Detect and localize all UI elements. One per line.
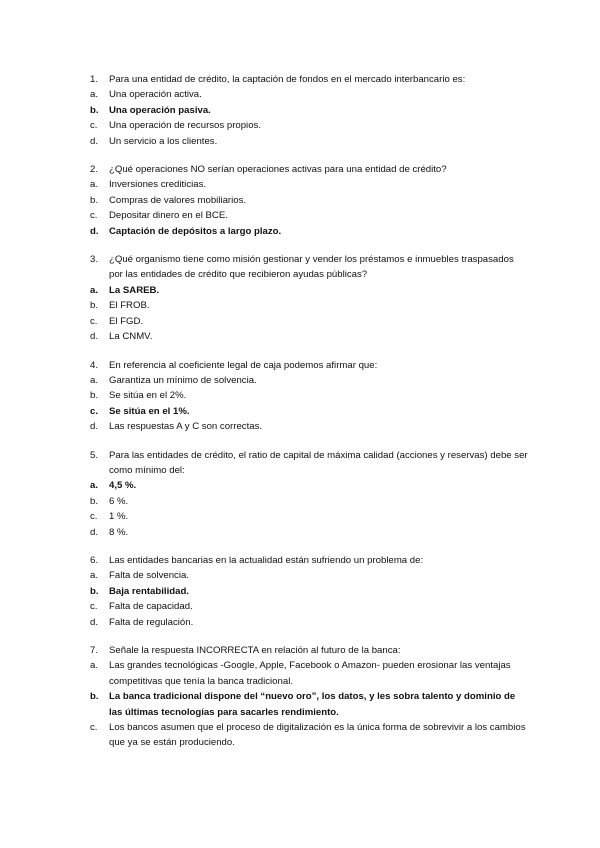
option-text: Baja rentabilidad. bbox=[109, 585, 189, 597]
question-number: 2. bbox=[90, 164, 99, 176]
question-stem bbox=[90, 643, 530, 658]
option-letter: a. bbox=[90, 374, 99, 386]
answer-option bbox=[90, 599, 530, 614]
option-text: 8 %. bbox=[109, 526, 129, 538]
option-letter: b. bbox=[90, 194, 99, 206]
question-number: 4. bbox=[90, 359, 99, 371]
question-text: Para una entidad de crédito, la captación de fondos en el mercado interbancario es: bbox=[109, 74, 466, 85]
answer-option-correct bbox=[90, 584, 530, 599]
answer-option bbox=[90, 208, 530, 223]
question-text: ¿Qué operaciones NO serían operaciones activas para una entidad de crédito? bbox=[109, 164, 447, 176]
question-stem bbox=[90, 252, 530, 283]
question-text: ¿Qué organismo tiene como misión gestionar y vender los préstamos e inmuebles traspasados por las entidades de crédito que recibieron ayudas públicas? bbox=[109, 254, 514, 281]
answer-option bbox=[90, 118, 530, 133]
option-text: Falta de regulación. bbox=[109, 616, 194, 628]
option-letter: b. bbox=[90, 300, 99, 312]
question-number: 6. bbox=[90, 554, 99, 566]
option-letter: c. bbox=[90, 120, 98, 132]
option-letter: d. bbox=[90, 616, 99, 628]
answer-option bbox=[90, 494, 530, 509]
option-text: Un servicio a los clientes. bbox=[109, 135, 218, 147]
option-letter: d. bbox=[90, 421, 99, 433]
option-text: Una operación activa. bbox=[109, 89, 202, 101]
option-text: 1 %. bbox=[109, 511, 129, 523]
option-text: Las respuestas A y C son correctas. bbox=[109, 421, 263, 433]
answer-option bbox=[90, 298, 530, 313]
answer-option bbox=[90, 87, 530, 102]
answer-option bbox=[90, 177, 530, 192]
option-text: Se sitúa en el 2%. bbox=[109, 390, 187, 402]
answer-option bbox=[90, 329, 530, 344]
answer-option-correct bbox=[90, 478, 530, 493]
option-letter: c. bbox=[90, 511, 98, 523]
option-text: 4,5 %. bbox=[109, 480, 137, 492]
answer-option-correct bbox=[90, 103, 530, 118]
question-stem bbox=[90, 448, 530, 479]
option-text: Las grandes tecnológicas -Google, Apple, Facebook o Amazon- pueden erosionar las ventajas competitivas que tenía la banca tradicional. bbox=[109, 660, 511, 687]
option-letter: c. bbox=[90, 405, 99, 417]
answer-option-correct bbox=[90, 689, 530, 720]
answer-option bbox=[90, 134, 530, 149]
option-text: Una operación pasiva. bbox=[109, 104, 211, 116]
answer-option bbox=[90, 568, 530, 583]
question-stem bbox=[90, 553, 530, 568]
question-text: Señale la respuesta INCORRECTA en relación al futuro de la banca: bbox=[109, 645, 401, 656]
option-text: Los bancos asumen que el proceso de digitalización es la única forma de sobrevivir a los cambios que ya se están produciendo. bbox=[109, 722, 526, 749]
option-text: Captación de depósitos a largo plazo. bbox=[109, 225, 282, 237]
option-text: La CNMV. bbox=[109, 331, 153, 343]
option-letter: a. bbox=[90, 660, 99, 672]
option-text: Falta de solvencia. bbox=[109, 570, 189, 582]
option-letter: d. bbox=[90, 331, 99, 343]
question-number: 5. bbox=[90, 449, 99, 461]
question-block bbox=[90, 553, 530, 630]
option-letter: a. bbox=[90, 179, 99, 191]
option-letter: b. bbox=[90, 104, 99, 116]
answer-option bbox=[90, 658, 530, 689]
option-letter: a. bbox=[90, 284, 99, 296]
answer-option bbox=[90, 373, 530, 388]
question-text: Las entidades bancarias en la actualidad están sufriendo un problema de: bbox=[109, 554, 424, 566]
option-text: Depositar dinero en el BCE. bbox=[109, 210, 228, 222]
option-letter: b. bbox=[90, 691, 99, 703]
option-letter: b. bbox=[90, 390, 99, 402]
question-block bbox=[90, 72, 530, 149]
option-letter: a. bbox=[90, 570, 99, 582]
question-number: 1. bbox=[90, 74, 99, 85]
option-text: Compras de valores mobiliarios. bbox=[109, 194, 247, 206]
answer-option bbox=[90, 720, 530, 751]
option-text: El FGD. bbox=[109, 315, 144, 327]
answer-option bbox=[90, 525, 530, 540]
option-text: La SAREB. bbox=[109, 284, 160, 296]
quiz-list bbox=[90, 72, 530, 764]
question-block bbox=[90, 252, 530, 344]
question-stem bbox=[90, 358, 530, 373]
option-letter: c. bbox=[90, 210, 98, 222]
question-number: 3. bbox=[90, 254, 99, 266]
answer-option bbox=[90, 615, 530, 630]
option-text: Inversiones crediticias. bbox=[109, 179, 207, 191]
option-text: Falta de capacidad. bbox=[109, 601, 193, 613]
option-letter: c. bbox=[90, 601, 98, 613]
answer-option bbox=[90, 193, 530, 208]
question-text: Para las entidades de crédito, el ratio de capital de máxima calidad (acciones y reservas) debe ser como mínimo del: bbox=[109, 449, 528, 476]
option-letter: a. bbox=[90, 480, 99, 492]
answer-option bbox=[90, 314, 530, 329]
answer-option bbox=[90, 509, 530, 524]
option-letter: d. bbox=[90, 225, 99, 237]
option-text: Se sitúa en el 1%. bbox=[109, 405, 190, 417]
option-letter: b. bbox=[90, 585, 99, 597]
answer-option-correct bbox=[90, 224, 530, 239]
option-letter: b. bbox=[90, 495, 99, 507]
answer-option bbox=[90, 419, 530, 434]
option-letter: a. bbox=[90, 89, 99, 101]
question-block bbox=[90, 358, 530, 435]
option-letter: c. bbox=[90, 722, 98, 734]
option-text: 6 %. bbox=[109, 495, 129, 507]
question-text: En referencia al coeficiente legal de caja podemos afirmar que: bbox=[109, 359, 378, 371]
option-text: El FROB. bbox=[109, 300, 150, 312]
question-block bbox=[90, 162, 530, 239]
question-stem bbox=[90, 162, 530, 177]
answer-option-correct bbox=[90, 404, 530, 419]
option-letter: c. bbox=[90, 315, 98, 327]
question-stem bbox=[90, 72, 530, 87]
option-letter: d. bbox=[90, 526, 99, 538]
question-block bbox=[90, 643, 530, 751]
option-text: Garantiza un mínimo de solvencia. bbox=[109, 374, 257, 386]
answer-option-correct bbox=[90, 283, 530, 298]
answer-option bbox=[90, 388, 530, 403]
option-text: La banca tradicional dispone del “nuevo oro”, los datos, y les sobra talento y dominio de las últimas tecnologías para sacarles rendimiento. bbox=[109, 691, 516, 718]
option-letter: d. bbox=[90, 135, 99, 147]
option-text: Una operación de recursos propios. bbox=[109, 120, 261, 132]
question-number: 7. bbox=[90, 645, 99, 656]
question-block bbox=[90, 448, 530, 540]
